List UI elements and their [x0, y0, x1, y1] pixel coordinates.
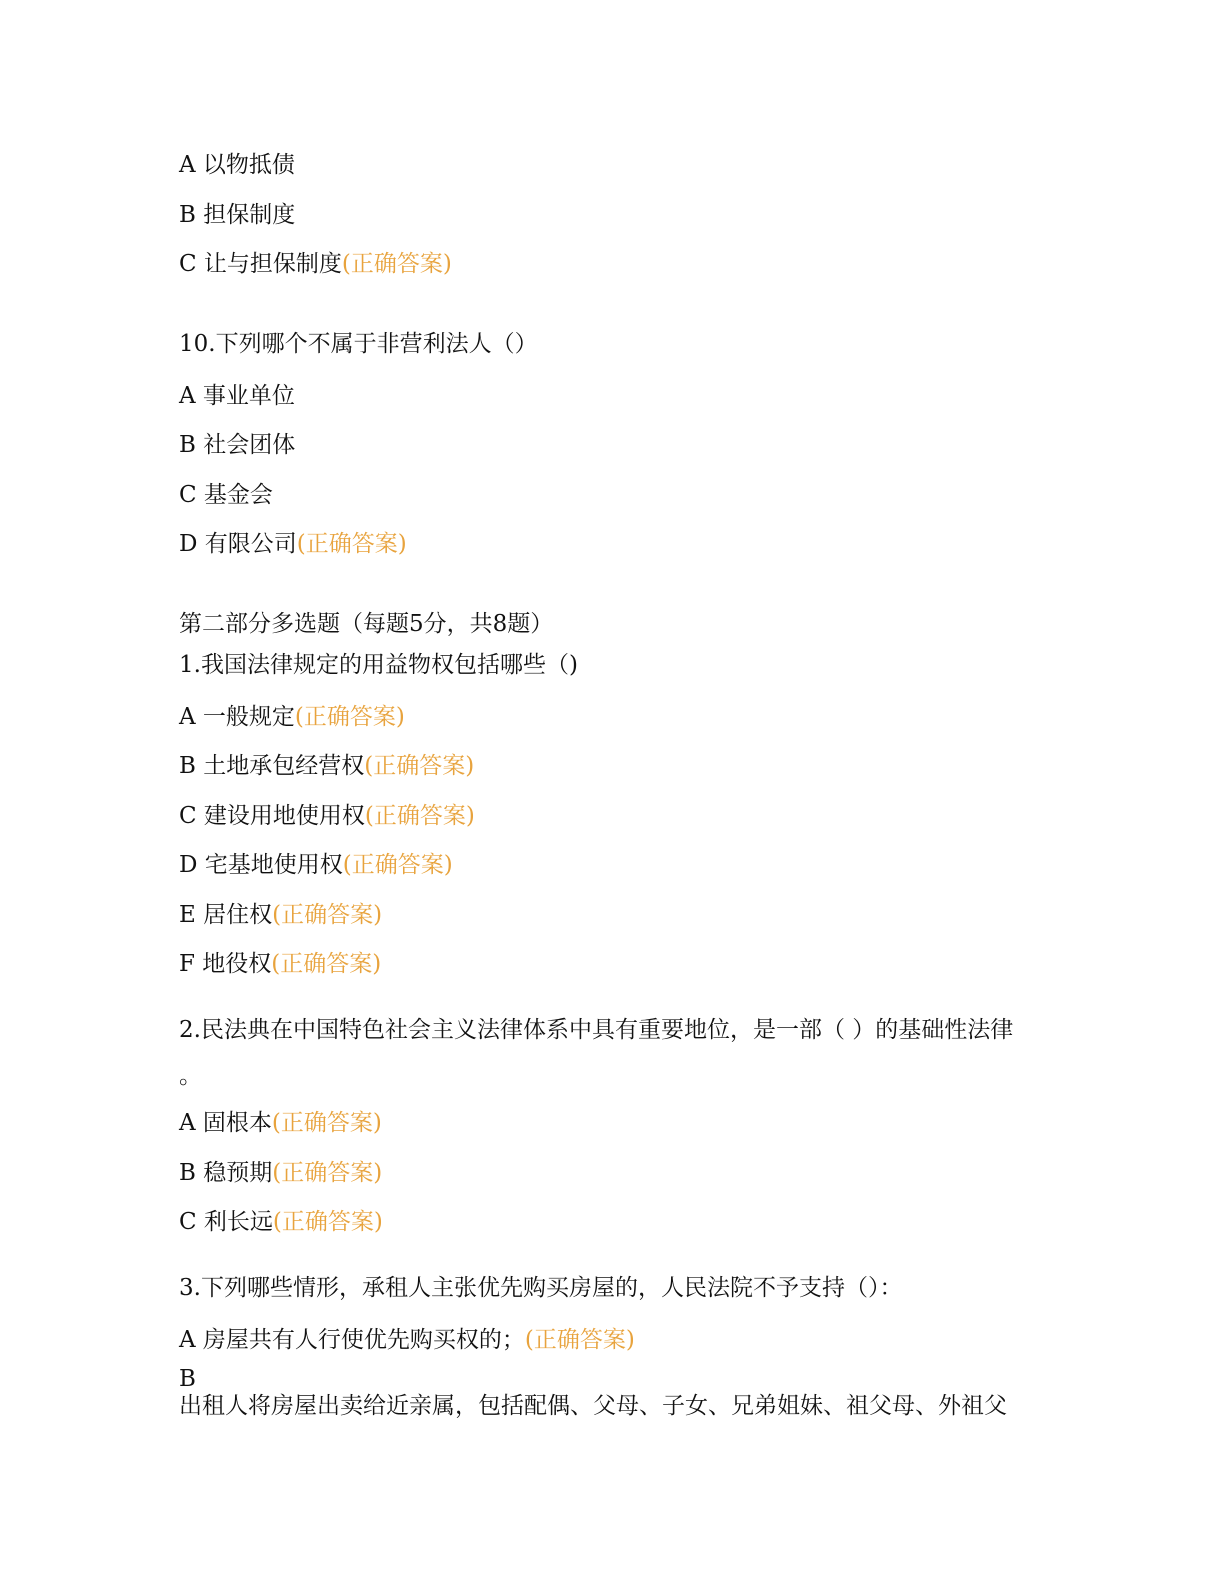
mq2-option-b — [179, 1158, 382, 1188]
option-text: B 土地承包经营权 — [179, 753, 365, 779]
option-text-continuation: 出租人将房屋出卖给近亲属，包括配偶、父母、子女、兄弟姐妹、祖父母、外祖父 — [179, 1393, 1007, 1419]
option-text: D 宅基地使用权 — [179, 852, 343, 878]
q10-option-b — [179, 430, 295, 460]
q9-option-c — [179, 249, 452, 279]
option-text: A 房屋共有人行使优先购买权的； — [179, 1327, 525, 1353]
correct-answer-tag: (正确答案) — [364, 803, 475, 829]
mq2-option-a — [179, 1108, 382, 1138]
mq3-option-a — [179, 1325, 635, 1355]
option-text: B 社会团体 — [179, 432, 296, 458]
mq3-option-b-text — [179, 1391, 1007, 1421]
mq1-option-c — [179, 801, 475, 831]
option-text: A 一般规定 — [179, 704, 295, 730]
mq1-question — [179, 650, 578, 680]
option-text: C 建设用地使用权 — [179, 803, 365, 829]
option-text: A 固根本 — [179, 1110, 272, 1136]
option-text: C 让与担保制度 — [179, 251, 342, 277]
q10-option-d — [179, 529, 407, 559]
option-text: A 以物抵债 — [179, 152, 295, 178]
correct-answer-tag: (正确答案) — [364, 753, 475, 779]
correct-answer-tag: (正确答案) — [271, 1110, 382, 1136]
correct-answer-tag: (正确答案) — [341, 251, 452, 277]
mq2-question-line1 — [179, 1015, 1013, 1045]
mq2-question-line2 — [179, 1061, 202, 1091]
option-text: C 利长远 — [179, 1209, 273, 1235]
option-text: C 基金会 — [179, 482, 273, 508]
correct-answer-tag: (正确答案) — [342, 852, 453, 878]
correct-answer-tag: (正确答案) — [524, 1327, 635, 1353]
question-text: 3.下列哪些情形，承租人主张优先购买房屋的，人民法院不予支持（）： — [179, 1275, 903, 1301]
option-text: F 地役权 — [179, 951, 272, 977]
option-text: D 有限公司 — [179, 531, 297, 557]
section-title: 第二部分多选题（每题5分，共8题） — [179, 611, 554, 637]
question-text: 10.下列哪个不属于非营利法人（） — [179, 331, 538, 357]
q9-option-a — [179, 150, 295, 180]
correct-answer-tag: (正确答案) — [296, 531, 407, 557]
correct-answer-tag: (正确答案) — [294, 704, 405, 730]
option-text: B 担保制度 — [179, 202, 296, 228]
section-heading — [179, 609, 553, 639]
option-text: A 事业单位 — [179, 383, 295, 409]
mq2-option-c — [179, 1207, 383, 1237]
option-text: B 稳预期 — [179, 1160, 273, 1186]
correct-answer-tag: (正确答案) — [272, 1160, 383, 1186]
q9-option-b — [179, 200, 295, 230]
question-text: 2.民法典在中国特色社会主义法律体系中具有重要地位，是一部（ ）的基础性法律 — [179, 1017, 1014, 1043]
mq3-option-b — [179, 1364, 196, 1394]
correct-answer-tag: (正确答案) — [271, 951, 382, 977]
mq1-option-d — [179, 850, 453, 880]
question-text-continuation: 。 — [179, 1063, 202, 1089]
correct-answer-tag: (正确答案) — [272, 1209, 383, 1235]
q10-option-c — [179, 480, 273, 510]
question-text: 1.我国法律规定的用益物权包括哪些（) — [179, 652, 578, 678]
option-text: B — [179, 1366, 196, 1392]
correct-answer-tag: (正确答案) — [272, 902, 383, 928]
q10-option-a — [179, 381, 295, 411]
mq3-question — [179, 1273, 902, 1303]
q10-question — [179, 329, 538, 359]
option-text: E 居住权 — [179, 902, 273, 928]
mq1-option-f — [179, 949, 381, 979]
mq1-option-a — [179, 702, 405, 732]
mq1-option-e — [179, 900, 382, 930]
mq1-option-b — [179, 751, 474, 781]
